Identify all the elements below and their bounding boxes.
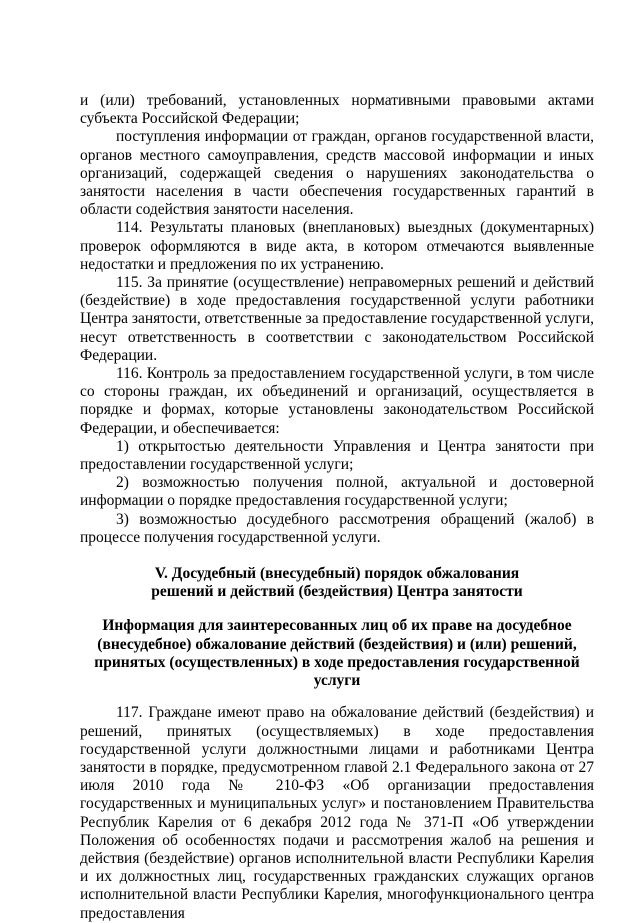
paragraph-115: 115. За принятие (осуществление) неправомерных решений и действий (бездействие) в ходе предоставления государственной услуги работники Центра занятости, ответственные за предоставление государственной услуги, несут ответственность в соответствии с законодательством Российской Федерации. xyxy=(80,274,594,364)
list-item-2: 2) возможностью получения полной, актуальной и достоверной информации о порядке предоставления государственной услуги; xyxy=(80,474,594,510)
list-item-1: 1) открытостью деятельности Управления и Центра занятости при предоставлении государственной услуги; xyxy=(80,437,594,474)
sub-heading xyxy=(80,617,594,690)
paragraph-114: 114. Результаты плановых (внеплановых) выездных (документарных) проверок оформляются в виде акта, в котором отмечаются выявленные недостатки и предложения по их устранению. xyxy=(80,219,594,273)
section-heading-line-1: V. Досудебный (внесудебный) порядок обжалования xyxy=(154,565,520,583)
paragraph-116: 116. Контроль за предоставлением государственной услуги, в том числе со стороны граждан, их объединений и организаций, осуществляется в порядке и формах, которые установлены законодательством Российской Федерации, и обеспечивается: xyxy=(80,365,594,437)
list-item-3: 3) возможностью досудебного рассмотрения обращений (жалоб) в процессе получения государственной услуги. xyxy=(80,510,594,546)
sub-heading-line-1: Информация для заинтересованных лиц об их праве на досудебное xyxy=(102,617,572,635)
document-body xyxy=(80,92,594,923)
paragraph-117: 117. Граждане имеют право на обжалование действий (бездействия) и решений, принятых (осуществляемых) в ходе предоставления государственной услуги должностными лицами и работниками Центра занятости в порядке, предусмотренном главой 2.1 Федерального закона от 27 июля 2010 года № 210-ФЗ «Об организации предоставления государственных и муниципальных услуг» и постановлением Правительства Республик Карелия от 6 декабря 2012 года № 371-П «Об утверждении Положения об особенностях подачи и рассмотрения жалоб на решения и действия (бездействие) органов исполнительной власти Республики Карелия и их должностных лиц, государственных гражданских служащих органов исполнительной власти Республики Карелия, многофункционального центра предоставления xyxy=(80,704,594,922)
sub-heading-line-4: услуги xyxy=(313,672,361,690)
sub-heading-line-3: принятых (осуществленных) в ходе предоставления государственной xyxy=(94,653,580,671)
paragraph-requirements-continuation: и (или) требований, установленных нормативными правовыми актами субъекта Российской Федерации; xyxy=(80,92,594,128)
sub-heading-line-2: (внесудебное) обжалование действий (бездействия) и (или) решений, xyxy=(97,635,577,653)
section-heading xyxy=(80,565,594,601)
paragraph-information-receipt: поступления информации от граждан, органов государственной власти, органов местного самоуправления, средств массовой информации и иных организаций, содержащей сведения о нарушениях законодательства о занятости населения в части обеспечения государственных гарантий в области содействия занятости населения. xyxy=(80,128,594,219)
section-heading-line-2: решений и действий (бездействия) Центра занятости xyxy=(151,583,523,601)
